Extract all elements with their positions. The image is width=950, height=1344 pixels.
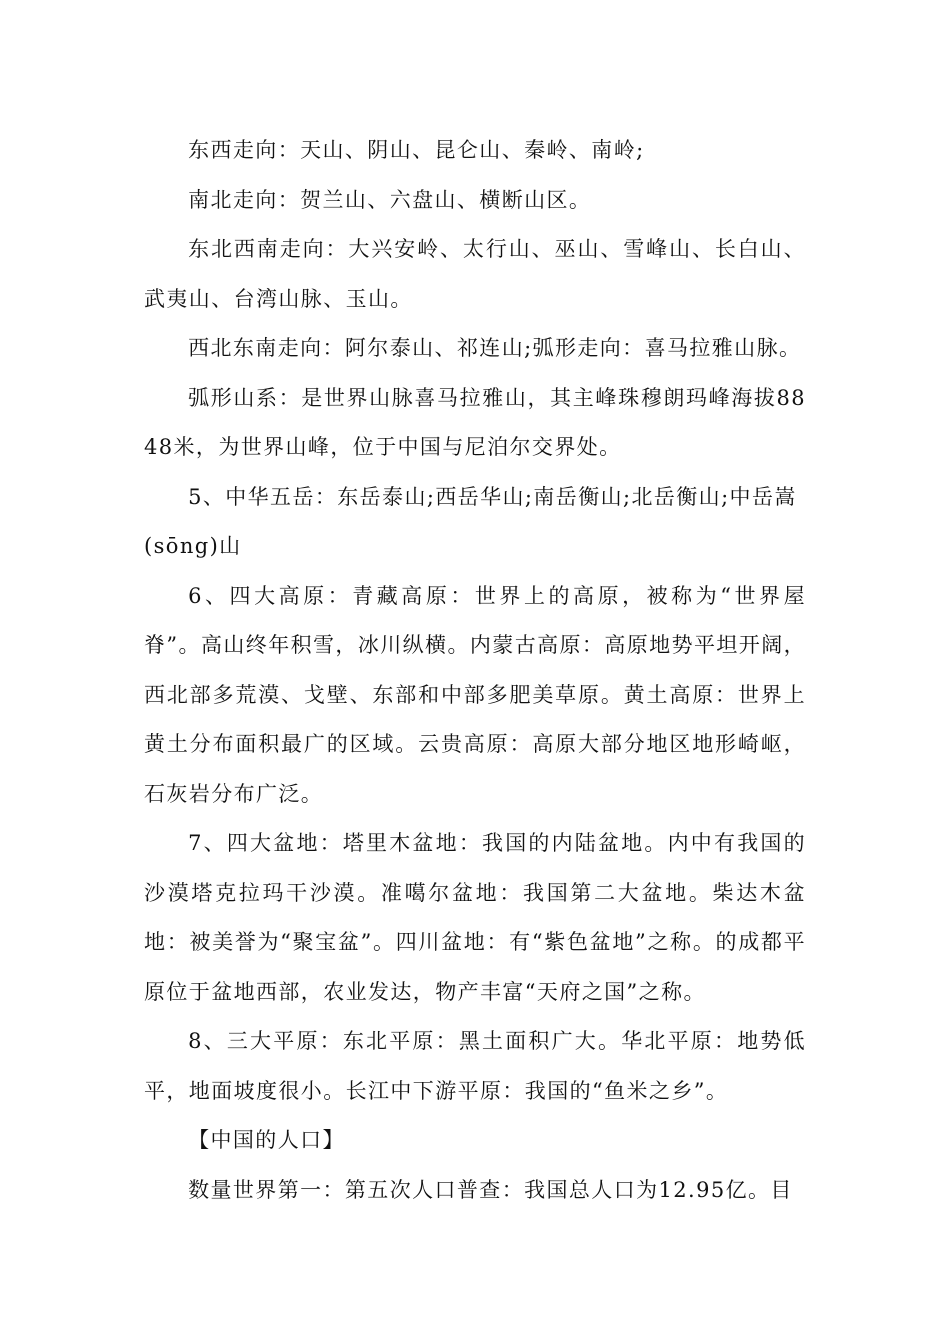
paragraph-north-south-mountains: 南北走向：贺兰山、六盘山、横断山区。	[188, 187, 592, 212]
paragraph-four-basins: 7、四大盆地：塔里木盆地：我国的内陆盆地。内中有我国的沙漠塔克拉玛干沙漠。准噶尔盆地：我国第二大盆地。柴达木盆地：被美誉为“聚宝盆”。四川盆地：有“紫色盆地”之称。的成都平原位于盆地西部，农业发达，物产丰富“天府之国”之称。	[144, 831, 806, 1004]
paragraph-northeast-southwest-mountains: 东北西南走向：大兴安岭、太行山、巫山、雪峰山、长白山、武夷山、台湾山脉、玉山。	[144, 237, 806, 311]
paragraph-northwest-southeast-mountains: 西北东南走向：阿尔泰山、祁连山;弧形走向：喜马拉雅山脉。	[188, 336, 802, 360]
paragraph-five-great-mountains: 5、中华五岳：东岳泰山;西岳华山;南岳衡山;北岳衡山;中岳嵩(sōng)山	[144, 484, 797, 558]
paragraph-population-count: 数量世界第一：第五次人口普查：我国总人口为12.95亿。目	[188, 1177, 793, 1202]
paragraph-four-plateaus: 6、四大高原：青藏高原：世界上的高原，被称为“世界屋脊”。高山终年积雪，冰川纵横。内蒙古高原：高原地势平坦开阔，西北部多荒漠、戈壁、东部和中部多肥美草原。黄土高原：世界上黄土分布面积最广的区域。云贵高原：高原大部分地区地形崎岖，石灰岩分布广泛。	[144, 583, 806, 806]
paragraph-arc-mountain-system: 弧形山系：是世界山脉喜马拉雅山，其主峰珠穆朗玛峰海拔8848米，为世界山峰，位于中国与尼泊尔交界处。	[144, 385, 806, 459]
section-heading-population: 【中国的人口】	[188, 1128, 345, 1152]
paragraph-east-west-mountains: 东西走向：天山、阴山、昆仑山、秦岭、南岭;	[188, 138, 645, 162]
document-body	[144, 126, 806, 1215]
paragraph-three-plains: 8、三大平原：东北平原：黑土面积广大。华北平原：地势低平，地面坡度很小。长江中下游平原：我国的“鱼米之乡”。	[144, 1029, 806, 1103]
